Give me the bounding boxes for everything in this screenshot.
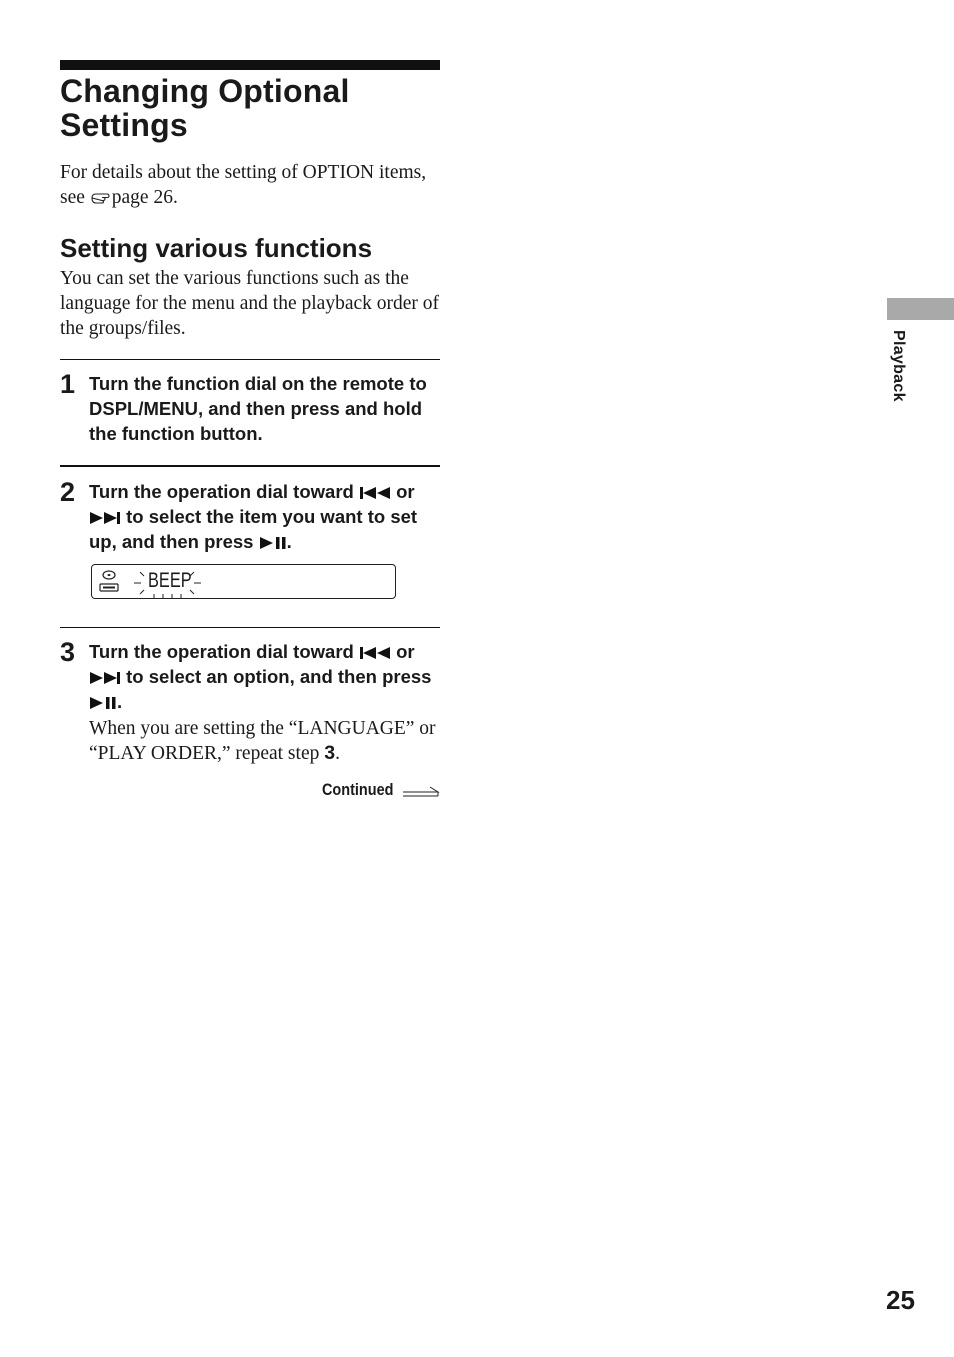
disc-battery-icon [98,569,120,595]
play-pause-icon [89,696,117,710]
step-divider [60,359,440,360]
section-tab [887,298,954,320]
step-text-segment: to select an option, and then press [121,666,432,687]
intro-text: For details about the setting of OPTION items, see [60,162,427,208]
lcd-display [91,564,396,599]
intro-page-ref: page 26. [111,187,178,208]
intro-paragraph [60,160,440,210]
pointing-hand-icon [90,189,112,205]
step-number: 1 [60,369,76,399]
step-instruction [89,479,449,554]
step-text-segment: Turn the operation dial toward [89,641,359,662]
step-note [89,716,449,766]
step-divider [60,627,440,628]
previous-track-icon [359,486,391,500]
continued-label: Continued [322,780,394,799]
page-title: Changing Optional Settings [60,73,350,143]
lcd-text: BEEP [148,569,192,592]
step-reference: 3 [324,742,336,764]
step-text-segment: or [390,641,415,662]
continued-arrow-icon [402,786,440,798]
title-rule [60,60,440,70]
next-track-icon [89,511,121,525]
step-text-segment: . [286,531,292,552]
step-text-segment: or [390,481,415,502]
note-text: . [335,743,340,764]
section-title: Setting various functions [60,233,373,263]
note-text: When you are setting the “LANGUAGE” or “PLAY ORDER,” repeat step [89,718,436,764]
step-text-segment: Turn the operation dial toward [89,481,359,502]
step-number: 2 [60,477,76,507]
step-divider [60,465,440,467]
step-number: 3 [60,637,76,667]
step-instruction [89,639,449,714]
step-instruction: Turn the function dial on the remote to DSPL/MENU, and then press and hold the function button. [89,373,427,444]
section-tab-label: Playback [890,330,907,402]
section-body: You can set the various functions such as the language for the menu and the playback order of the groups/files. [60,268,440,339]
previous-track-icon [359,646,391,660]
next-track-icon [89,671,121,685]
page-number: 25 [886,1285,915,1315]
play-pause-icon [259,536,287,550]
step-text-segment: . [117,691,123,712]
step-text-segment: to select the item you want to set up, and then press [89,506,418,552]
